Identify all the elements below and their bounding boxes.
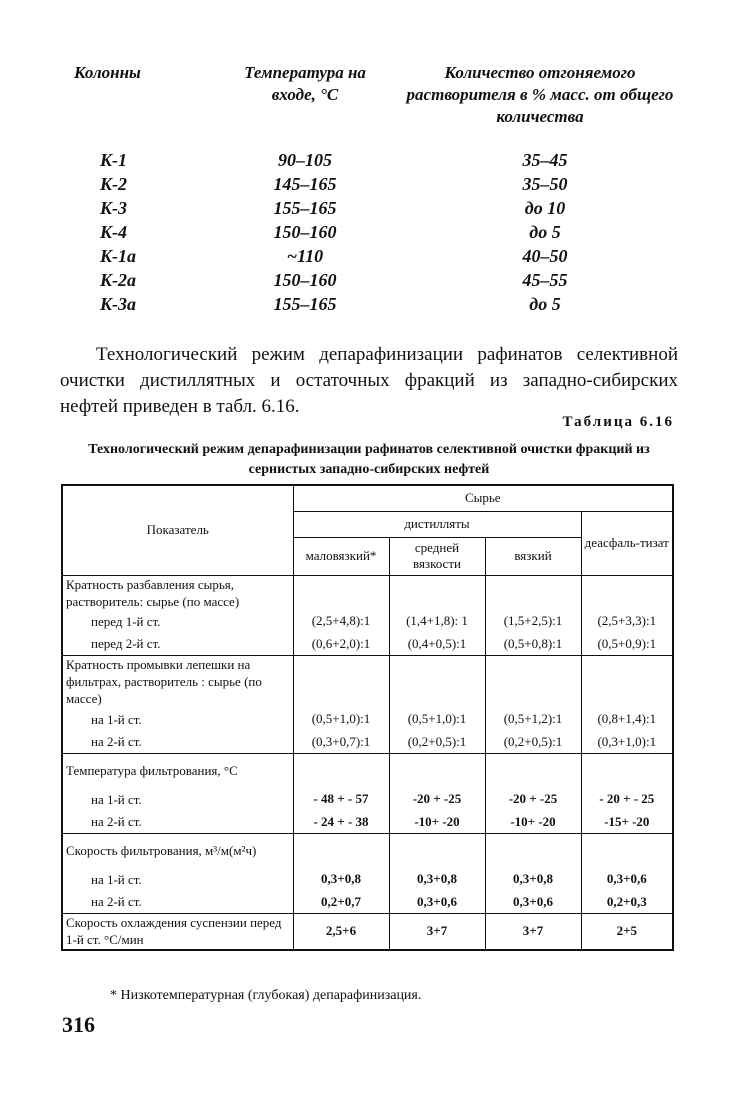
value-cell: -20 + -25 bbox=[389, 788, 485, 811]
row-sublabel: на 2-й ст. bbox=[62, 811, 293, 834]
empty-cell bbox=[485, 754, 581, 788]
column-table-rows bbox=[60, 148, 680, 316]
header-medium-viscosity: средней вязкости bbox=[389, 537, 485, 575]
table-caption: Таблица 6.16 bbox=[562, 414, 674, 430]
header-viscous: вязкий bbox=[485, 537, 581, 575]
row-sublabel: на 2-й ст. bbox=[62, 891, 293, 914]
column-name: K-1a bbox=[100, 246, 136, 266]
row-label: Кратность разбавления сырья, растворитель: сырье (по массе) bbox=[62, 575, 293, 610]
empty-cell bbox=[485, 834, 581, 868]
column-name: K-1 bbox=[100, 150, 127, 170]
column-name: K-2a bbox=[100, 270, 136, 290]
inlet-temperature: 150–160 bbox=[273, 270, 337, 290]
row-sublabel: перед 2-й ст. bbox=[62, 633, 293, 656]
empty-cell bbox=[293, 656, 389, 708]
column-name: K-4 bbox=[100, 222, 127, 242]
header-indicator: Показатель bbox=[62, 485, 293, 575]
value-cell: 2,5+6 bbox=[293, 914, 389, 950]
inlet-temperature: 150–160 bbox=[273, 222, 337, 242]
solvent-amount: 40–50 bbox=[522, 246, 568, 266]
table-row bbox=[62, 610, 673, 633]
value-cell: (0,5+1,0):1 bbox=[389, 708, 485, 731]
column-name: K-3a bbox=[100, 294, 136, 314]
row-sublabel: перед 1-й ст. bbox=[62, 610, 293, 633]
dewaxing-regime-table bbox=[61, 484, 674, 951]
empty-cell bbox=[581, 656, 673, 708]
empty-cell bbox=[581, 575, 673, 610]
column-table-header bbox=[60, 58, 680, 138]
table-row bbox=[62, 914, 673, 950]
header-low-viscosity: маловязкий* bbox=[293, 537, 389, 575]
table-row bbox=[62, 656, 673, 708]
inlet-temperature: 155–165 bbox=[273, 198, 337, 218]
inlet-temperature: 90–105 bbox=[278, 150, 332, 170]
empty-cell bbox=[389, 575, 485, 610]
empty-cell bbox=[293, 575, 389, 610]
value-cell: 3+7 bbox=[389, 914, 485, 950]
table-row bbox=[62, 891, 673, 914]
table-row bbox=[62, 754, 673, 788]
value-cell: 0,3+0,8 bbox=[389, 868, 485, 891]
value-cell: (1,5+2,5):1 bbox=[485, 610, 581, 633]
value-cell: (0,5+1,0):1 bbox=[293, 708, 389, 731]
column-name: K-2 bbox=[100, 174, 127, 194]
table-body bbox=[62, 575, 673, 950]
header-inlet-temperature: Температура на входе, °С bbox=[244, 63, 366, 104]
table-row bbox=[62, 868, 673, 891]
solvent-amount: 35–50 bbox=[522, 174, 568, 194]
value-cell: 3+7 bbox=[485, 914, 581, 950]
table-row bbox=[62, 811, 673, 834]
header-columns: Колонны bbox=[74, 63, 141, 82]
table-row bbox=[62, 633, 673, 656]
value-cell: 0,3+0,6 bbox=[581, 868, 673, 891]
value-cell: (2,5+3,3):1 bbox=[581, 610, 673, 633]
row-sublabel: на 1-й ст. bbox=[62, 788, 293, 811]
header-distillates: дистилляты bbox=[293, 511, 581, 537]
value-cell: 0,2+0,7 bbox=[293, 891, 389, 914]
inlet-temperature: 145–165 bbox=[273, 174, 337, 194]
value-cell: - 48 + - 57 bbox=[293, 788, 389, 811]
value-cell: (0,5+1,2):1 bbox=[485, 708, 581, 731]
value-cell: (0,2+0,5):1 bbox=[485, 731, 581, 754]
row-sublabel: на 1-й ст. bbox=[62, 868, 293, 891]
empty-cell bbox=[581, 834, 673, 868]
row-label: Кратность промывки лепешки на фильтрах, растворитель : сырье (по массе) bbox=[62, 656, 293, 708]
value-cell: (2,5+4,8):1 bbox=[293, 610, 389, 633]
value-cell: (0,8+1,4):1 bbox=[581, 708, 673, 731]
value-cell: (0,5+0,9):1 bbox=[581, 633, 673, 656]
empty-cell bbox=[485, 575, 581, 610]
row-label: Скорость фильтрования, м³/м(м²ч) bbox=[62, 834, 293, 868]
value-cell: 0,3+0,6 bbox=[389, 891, 485, 914]
column-table-row bbox=[60, 244, 680, 268]
value-cell: - 20 + - 25 bbox=[581, 788, 673, 811]
page-number: 316 bbox=[62, 1012, 95, 1037]
column-table-row bbox=[60, 268, 680, 292]
value-cell: (0,2+0,5):1 bbox=[389, 731, 485, 754]
solvent-amount: 35–45 bbox=[522, 150, 568, 170]
column-table-row bbox=[60, 172, 680, 196]
solvent-amount: 45–55 bbox=[522, 270, 568, 290]
inlet-temperature: ~110 bbox=[286, 246, 324, 266]
value-cell: 0,3+0,8 bbox=[293, 868, 389, 891]
value-cell: 0,2+0,3 bbox=[581, 891, 673, 914]
table-row bbox=[62, 731, 673, 754]
row-label: Температура фильтрования, °С bbox=[62, 754, 293, 788]
inlet-temperature: 155–165 bbox=[273, 294, 337, 314]
value-cell: -10+ -20 bbox=[389, 811, 485, 834]
column-name: K-3 bbox=[100, 198, 127, 218]
solvent-amount: до 5 bbox=[529, 294, 561, 314]
value-cell: -15+ -20 bbox=[581, 811, 673, 834]
body-paragraph bbox=[60, 342, 678, 420]
empty-cell bbox=[389, 754, 485, 788]
row-label: Скорость охлаждения суспензии перед 1-й ст. °С/мин bbox=[62, 914, 293, 950]
empty-cell bbox=[581, 754, 673, 788]
table-row bbox=[62, 575, 673, 610]
empty-cell bbox=[389, 656, 485, 708]
value-cell: (0,4+0,5):1 bbox=[389, 633, 485, 656]
table-row bbox=[62, 788, 673, 811]
column-table-row bbox=[60, 148, 680, 172]
column-table-row bbox=[60, 292, 680, 316]
column-temperature-table bbox=[60, 58, 680, 314]
value-cell: - 24 + - 38 bbox=[293, 811, 389, 834]
empty-cell bbox=[293, 754, 389, 788]
value-cell: (1,4+1,8): 1 bbox=[389, 610, 485, 633]
value-cell: (0,3+0,7):1 bbox=[293, 731, 389, 754]
row-sublabel: на 1-й ст. bbox=[62, 708, 293, 731]
value-cell: 2+5 bbox=[581, 914, 673, 950]
column-table-row bbox=[60, 220, 680, 244]
table-title: Технологический режим депарафинизации рафинатов селективной очистки фракций из сернистых западно-сибирских нефтей bbox=[88, 442, 650, 477]
row-sublabel: на 2-й ст. bbox=[62, 731, 293, 754]
empty-cell bbox=[389, 834, 485, 868]
header-solvent-amount: Количество отгоняемого растворителя в % масс. от общего количества bbox=[406, 63, 674, 126]
value-cell: (0,6+2,0):1 bbox=[293, 633, 389, 656]
solvent-amount: до 5 bbox=[529, 222, 561, 242]
value-cell: -10+ -20 bbox=[485, 811, 581, 834]
value-cell: (0,3+1,0):1 bbox=[581, 731, 673, 754]
value-cell: -20 + -25 bbox=[485, 788, 581, 811]
table-row bbox=[62, 708, 673, 731]
value-cell: 0,3+0,6 bbox=[485, 891, 581, 914]
empty-cell bbox=[293, 834, 389, 868]
column-table-row bbox=[60, 196, 680, 220]
paragraph-text: Технологический режим депарафинизации рафинатов селективной очистки дистиллятных и остаточных фракций из западно-сибирских нефтей приведен в табл. 6.16. bbox=[60, 344, 678, 417]
empty-cell bbox=[485, 656, 581, 708]
footnote: * Низкотемпературная (глубокая) депарафинизация. bbox=[110, 988, 422, 1003]
value-cell: (0,5+0,8):1 bbox=[485, 633, 581, 656]
table-row bbox=[62, 834, 673, 868]
value-cell: 0,3+0,8 bbox=[485, 868, 581, 891]
header-deasphaltate: деасфаль-тизат bbox=[581, 511, 673, 575]
header-raw-material: Сырье bbox=[293, 485, 673, 511]
solvent-amount: до 10 bbox=[524, 198, 566, 218]
